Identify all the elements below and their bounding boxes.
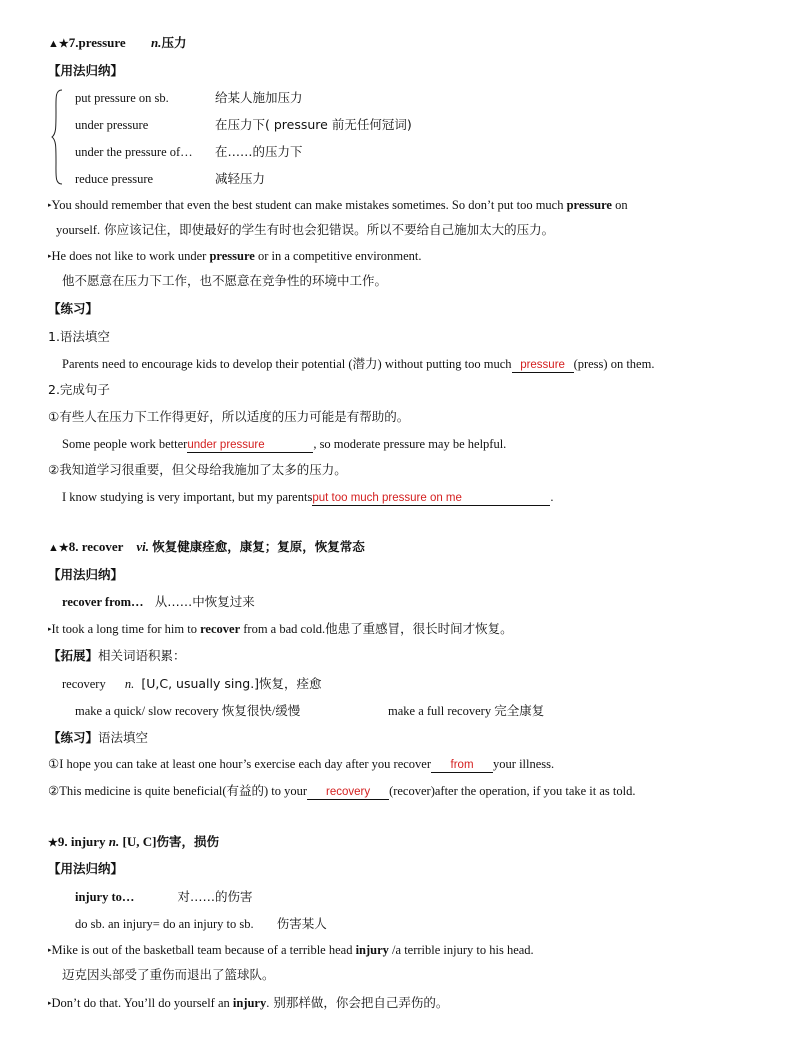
keyword: injury: [355, 943, 389, 957]
bullet-icon: ▸: [48, 625, 52, 633]
phrase-cn: 减轻压力: [215, 171, 266, 186]
keyword: pressure: [566, 198, 612, 212]
related-phrase: make a full recovery 完全康复: [388, 704, 545, 718]
keyword: pressure: [209, 249, 255, 263]
exercise-title: 2.完成句子: [48, 382, 110, 397]
keyword: recover: [200, 622, 241, 636]
phrase: [62, 594, 255, 610]
bullet-icon: ▸: [48, 201, 52, 209]
headword: 8. recover: [68, 539, 124, 554]
example-sentence: ▸Don’t do that. You’ll do yourself an injury. 别那样做，你会把自己弄伤的。: [48, 995, 449, 1010]
example-translation: 他不愿意在压力下工作，也不愿意在竞争性的环境中工作。: [62, 273, 388, 288]
phrase-cn: 给某人施加压力: [215, 90, 303, 105]
phrase-en: under the pressure of…: [75, 145, 193, 159]
phrase: [75, 916, 327, 932]
bullet-icon: ▸: [48, 999, 52, 1007]
exercise-prompt-cn: ②我知道学习很重要，但父母给我施加了太多的压力。: [48, 462, 347, 477]
answer-blank[interactable]: under pressure: [187, 438, 313, 453]
exercise-question: ①I hope you can take at least one hour’s exercise each day after you recover from your illness.: [48, 757, 555, 771]
exercise-prompt-cn: ①有些人在压力下工作得更好，所以适度的压力可能是有帮助的。: [48, 409, 410, 424]
sec9-heading: [48, 834, 219, 851]
example-sentence: ▸It took a long time for him to recover from a bad cold.他患了重感冒，很长时间才恢复。: [48, 621, 513, 636]
bullet-icon: ▸: [48, 946, 52, 954]
example-sentence-cont: yourself. 你应该记住，即使最好的学生有时也会犯错误。所以不要给自己施加太大的压力。: [56, 222, 555, 237]
answer-blank[interactable]: put too much pressure on me: [312, 491, 550, 506]
headword-meaning: 压力: [161, 35, 187, 50]
phrase-cn: 在……的压力下: [215, 144, 303, 159]
star-marker: ▲★: [48, 542, 69, 554]
curly-brace-icon: [50, 88, 64, 186]
sec8-heading: [48, 539, 365, 556]
example-sentence: ▸You should remember that even the best student can make mistakes sometimes. So don’t put too much pressure on: [48, 198, 628, 212]
exercise-question: Parents need to encourage kids to develop their potential (潜力) without putting too much pressure (press) on them.: [62, 357, 655, 371]
usage-header: 【用法归纳】: [48, 861, 124, 876]
phrase-cn: 对……的伤害: [177, 889, 253, 904]
practice-header: 【练习】语法填空: [48, 730, 149, 745]
example-sentence: ▸He does not like to work under pressure or in a competitive environment.: [48, 249, 422, 263]
phrase-cn: 伤害某人: [276, 916, 327, 931]
phrase-en: injury to…: [75, 890, 135, 904]
headword: 7.pressure: [68, 35, 126, 50]
grammar-tag: [U, C]: [122, 834, 157, 849]
headword-meaning: 伤害，损伤: [156, 834, 219, 849]
related-word: recovery n. [U,C, usually sing.]恢复，痊愈: [62, 676, 322, 691]
bullet-icon: ▸: [48, 252, 52, 260]
phrase-en: under pressure: [75, 118, 149, 132]
part-of-speech: n.: [108, 834, 120, 849]
phrase-en: put pressure on sb.: [75, 91, 169, 105]
example-sentence: ▸Mike is out of the basketball team because of a terrible head injury /a terrible injury to his head.: [48, 943, 534, 957]
answer-blank[interactable]: recovery: [307, 785, 389, 800]
phrase-en: reduce pressure: [75, 172, 154, 186]
example-translation: 迈克因头部受了重伤而退出了篮球队。: [62, 967, 275, 982]
star-marker: ★: [48, 837, 58, 849]
extension-header: 【拓展】相关词语积累：: [48, 648, 186, 663]
usage-header: 【用法归纳】: [48, 567, 124, 582]
keyword: injury: [232, 996, 267, 1010]
answer-blank[interactable]: pressure: [512, 358, 574, 373]
practice-header: 【练习】: [48, 301, 99, 316]
headword: 9. injury: [57, 834, 106, 849]
phrase-cn: 从……中恢复过来: [154, 594, 255, 609]
phrase-cn: 在压力下( pressure 前无任何冠词): [215, 117, 412, 132]
phrase: [75, 889, 253, 905]
star-marker: ▲★: [48, 38, 69, 50]
exercise-question: Some people work betterunder pressure , so moderate pressure may be helpful.: [62, 437, 507, 451]
related-phrase: make a quick/ slow recovery 恢复很快/缓慢: [75, 704, 301, 718]
part-of-speech: n.: [150, 35, 162, 50]
exercise-question: I know studying is very important, but my parentsput too much pressure on me .: [62, 490, 554, 504]
headword-meaning: 恢复健康痊愈，康复；复原，恢复常态: [152, 539, 365, 554]
phrase-en: do sb. an injury= do an injury to sb.: [75, 917, 254, 931]
part-of-speech: vi.: [136, 539, 150, 554]
answer-blank[interactable]: from: [431, 758, 493, 773]
phrase-en: recover from…: [62, 595, 144, 609]
usage-header: 【用法归纳】: [48, 63, 124, 78]
exercise-question: ②This medicine is quite beneficial(有益的) to your recovery (recover)after the operation, if you take it as told.: [48, 784, 636, 798]
sec7-heading: [48, 35, 186, 52]
exercise-title: 1.语法填空: [48, 329, 110, 344]
